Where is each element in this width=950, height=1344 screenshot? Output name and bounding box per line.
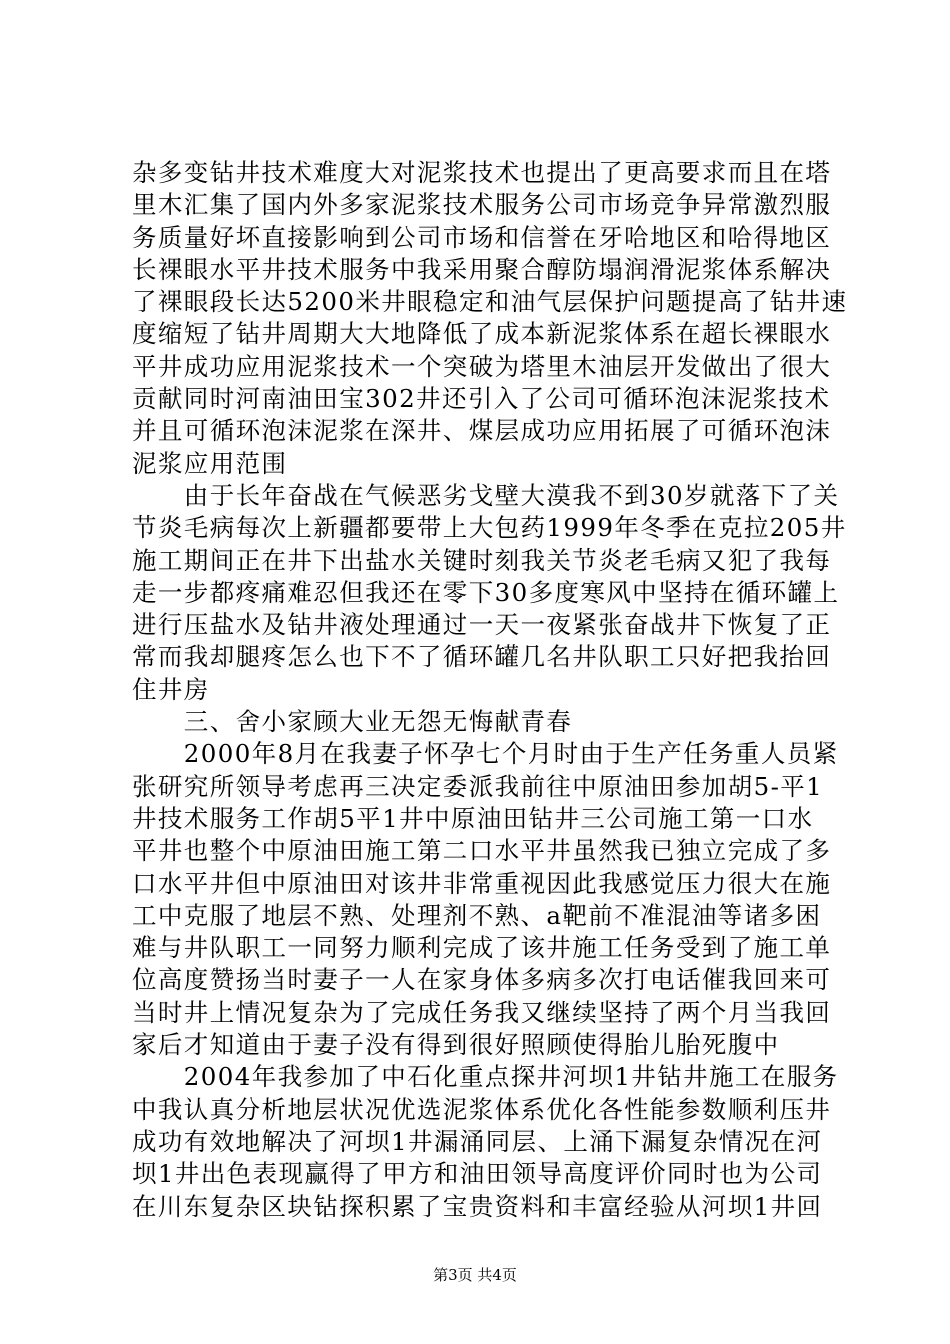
text-line: 施工期间正在井下出盐水关键时刻我关节炎老毛病又犯了我每 <box>132 545 832 575</box>
text-line: 平井也整个中原油田施工第二口水平井虽然我已独立完成了多 <box>132 836 832 866</box>
text-line: 务质量好坏直接影响到公司市场和信誉在牙哈地区和哈得地区 <box>132 222 832 252</box>
text-line: 当时井上情况复杂为了完成任务我又继续坚持了两个月当我回 <box>132 997 832 1027</box>
section-heading: 三、舍小家顾大业无怨无悔献青春 <box>132 707 573 737</box>
text-line: 贡献同时河南油田宝302井还引入了公司可循环泡沫泥浆技术 <box>132 384 831 414</box>
text-line: 泥浆应用范围 <box>132 448 288 478</box>
text-line: 2004年我参加了中石化重点探井河坝1井钻井施工在服务 <box>132 1062 839 1092</box>
text-line: 在川东复杂区块钻探积累了宝贵资料和丰富经验从河坝1井回 <box>132 1191 823 1221</box>
text-line: 常而我却腿疼怎么也下不了循环罐几名井队职工只好把我抬回 <box>132 642 832 672</box>
text-line: 走一步都疼痛难忍但我还在零下30多度寒风中坚持在循环罐上 <box>132 577 840 607</box>
text-line: 中我认真分析地层状况优选泥浆体系优化各性能参数顺利压井 <box>132 1094 832 1124</box>
text-line: 住井房 <box>132 674 210 704</box>
text-line: 口水平井但中原油田对该井非常重视因此我感觉压力很大在施 <box>132 868 832 898</box>
text-line: 里木汇集了国内外多家泥浆技术服务公司市场竞争异常激烈服 <box>132 190 832 220</box>
text-line: 节炎毛病每次上新疆都要带上大包药1999年冬季在克拉205井 <box>132 513 847 543</box>
text-line: 杂多变钻井技术难度大对泥浆技术也提出了更高要求而且在塔 <box>132 158 832 187</box>
text-line: 成功有效地解决了河坝1井漏涌同层、上涌下漏复杂情况在河 <box>132 1126 823 1156</box>
text-line: 工中克服了地层不熟、处理剂不熟、a靶前不准混油等诸多困 <box>132 900 822 930</box>
text-line: 2000年8月在我妻子怀孕七个月时由于生产任务重人员紧 <box>132 739 839 769</box>
body-text <box>132 157 848 1223</box>
text-line: 平井成功应用泥浆技术一个突破为塔里木油层开发做出了很大 <box>132 351 832 381</box>
text-line: 张研究所领导考虑再三决定委派我前往中原油田参加胡5-平1 <box>132 771 824 801</box>
text-line: 了裸眼段长达5200米井眼稳定和油气层保护问题提高了钻井速 <box>132 287 848 317</box>
text-line: 并且可循环泡沫泥浆在深井、煤层成功应用拓展了可循环泡沫 <box>132 416 832 446</box>
text-line: 由于长年奋战在气候恶劣戈壁大漠我不到30岁就落下了关 <box>132 480 840 510</box>
text-line: 进行压盐水及钻井液处理通过一天一夜紧张奋战井下恢复了正 <box>132 610 832 640</box>
text-line: 井技术服务工作胡5平1井中原油田钻井三公司施工第一口水 <box>132 803 814 833</box>
page-number-footer: 第3页 共4页 <box>433 1266 517 1284</box>
text-line: 位高度赞扬当时妻子一人在家身体多病多次打电话催我回来可 <box>132 965 832 995</box>
text-line: 家后才知道由于妻子没有得到很好照顾使得胎儿胎死腹中 <box>132 1030 780 1060</box>
text-line: 度缩短了钻井周期大大地降低了成本新泥浆体系在超长裸眼水 <box>132 319 832 349</box>
text-line: 坝1井出色表现赢得了甲方和油田领导高度评价同时也为公司 <box>132 1159 823 1189</box>
text-line: 长裸眼水平井技术服务中我采用聚合醇防塌润滑泥浆体系解决 <box>132 254 832 284</box>
text-line: 难与井队职工一同努力顺利完成了该井施工任务受到了施工单 <box>132 933 832 963</box>
